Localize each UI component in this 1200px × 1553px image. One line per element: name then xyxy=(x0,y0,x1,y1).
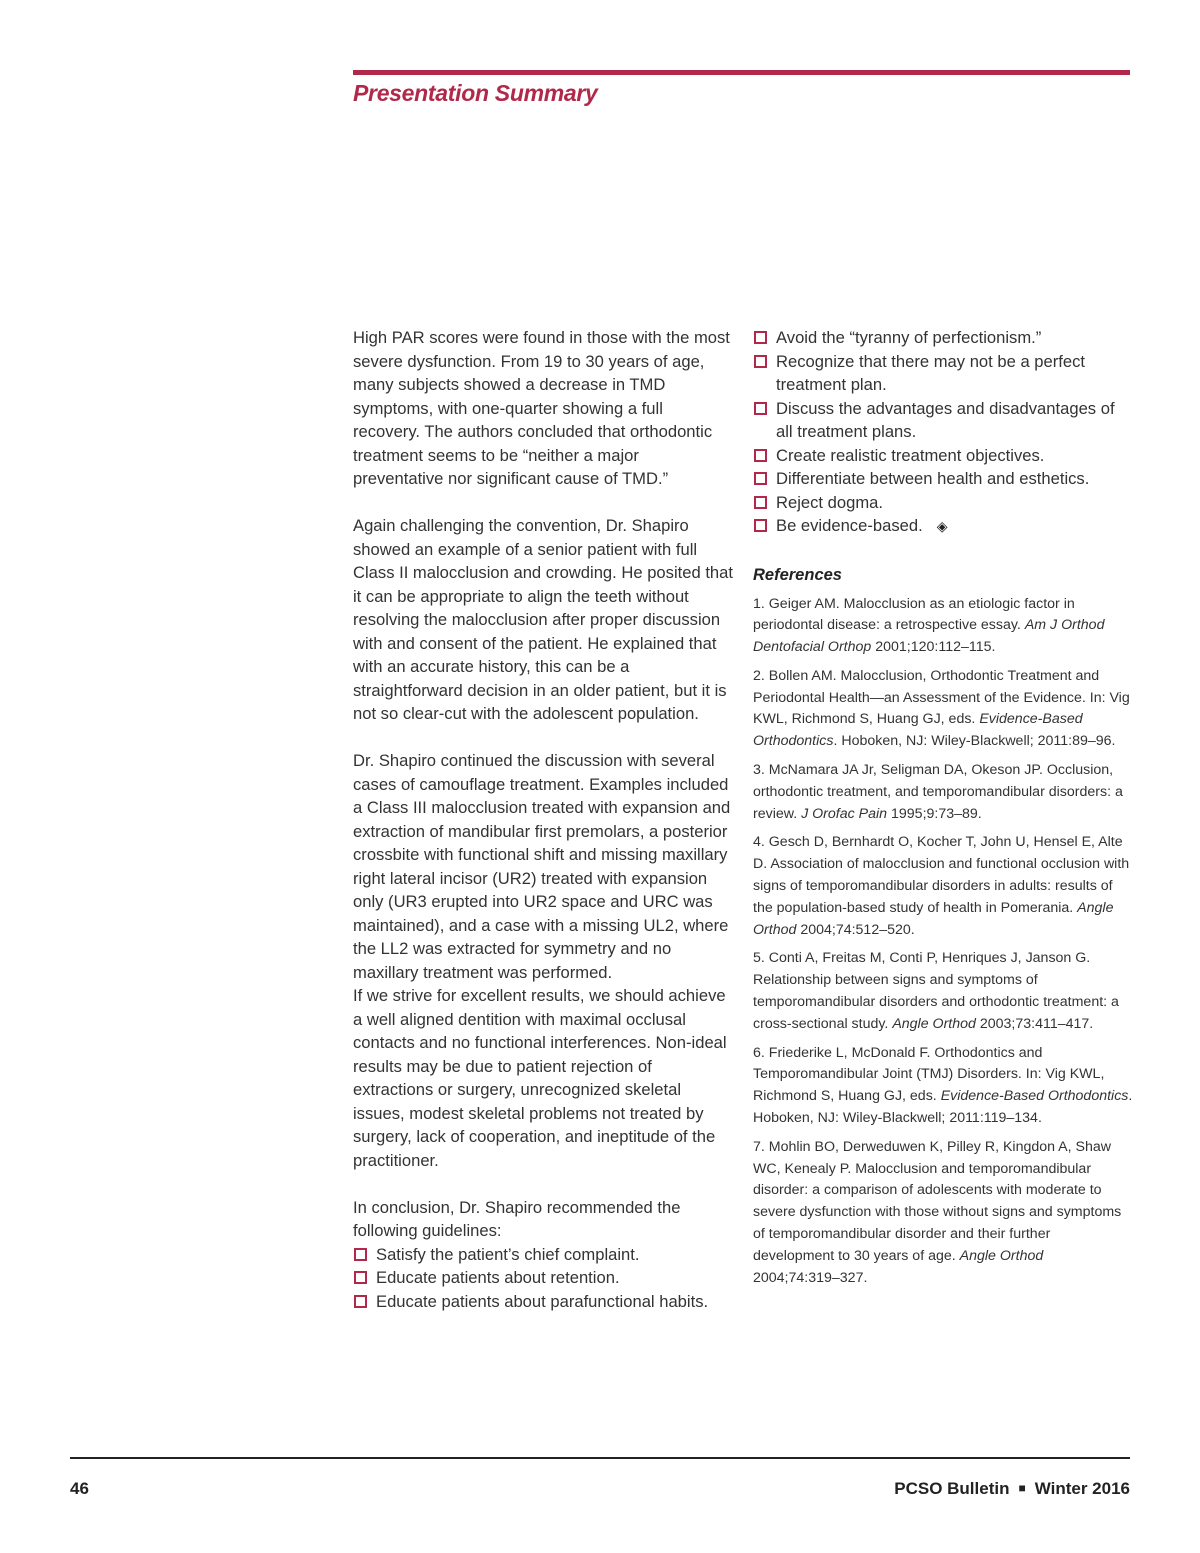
reference-citation: 1995;9:73–89. xyxy=(887,805,982,822)
publication-name: PCSO Bulletin xyxy=(894,1479,1010,1498)
guideline-text: Recognize that there may not be a perfect treatment plan. xyxy=(776,351,1086,394)
guideline-text: Avoid the “tyranny of perfectionism.” xyxy=(776,328,1042,347)
guideline-item xyxy=(753,491,1133,515)
reference-text: 5. Conti A, Freitas M, Conti P, Henriques J, Janson G. Relationship between signs and symptoms of temporomandibular disorders and orthodontic treatment: a cross-sectional study. xyxy=(753,950,1119,1032)
guideline-text: Reject dogma. xyxy=(776,492,883,512)
reference-journal: Am J Orthod Dentofacial Orthop xyxy=(753,617,1105,656)
reference-journal: Angle Orthod xyxy=(892,1015,976,1032)
reference-citation: . Hoboken, NJ: Wiley-Blackwell; 2011:119–134. xyxy=(753,1088,1133,1127)
guidelines-list-right xyxy=(753,326,1133,539)
reference-text: 3. McNamara JA Jr, Seligman DA, Okeson JP. Occlusion, orthodontic treatment, and temporomandibular disorders: a review. xyxy=(753,762,1123,822)
reference-item xyxy=(753,1043,1133,1130)
issue-date: Winter 2016 xyxy=(1034,1479,1130,1498)
body-paragraph-5: In conclusion, Dr. Shapiro recommended the following guidelines: xyxy=(353,1197,681,1240)
guideline-text: Differentiate between health and esthetics. xyxy=(776,469,1090,488)
reference-text: 1. Geiger AM. Malocclusion as an etiologic factor in periodontal disease: a retrospective essay. xyxy=(753,595,1075,634)
end-of-article-icon: ◈ xyxy=(936,518,948,534)
guideline-text: Educate patients about parafunctional habits. xyxy=(376,1291,709,1311)
body-paragraph-1: High PAR scores were found in those with the most severe dysfunction. From 19 to 30 years of age, many subjects showed a decrease in TMD symptoms, with one-quarter showing a full recovery. The authors concluded that orthodontic treatment seems to be “neither a major preventative nor significant cause of TMD.” xyxy=(353,328,730,488)
checkbox-square-icon xyxy=(754,331,767,344)
checkbox-square-icon xyxy=(754,355,767,368)
reference-text: 6. Friederike L, McDonald F. Orthodontics and Temporomandibular Joint (TMJ) Disorders. In: Vig KWL, Richmond S, Huang GJ, eds. xyxy=(753,1044,1105,1105)
header-rule xyxy=(353,70,1130,75)
guideline-item xyxy=(353,1243,733,1267)
guideline-text: Discuss the advantages and disadvantages of all treatment plans. xyxy=(776,398,1115,441)
checkbox-square-icon xyxy=(754,402,767,415)
reference-text: 2. Bollen AM. Malocclusion, Orthodontic Treatment and Periodontal Health—an Assessment of the Evidence. In: Vig KWL, Richmond S, Huang GJ, eds. xyxy=(753,667,1130,728)
footer-rule xyxy=(70,1457,1130,1459)
guideline-text: Be evidence-based. xyxy=(776,516,923,535)
checkbox-square-icon xyxy=(354,1271,367,1284)
reference-item xyxy=(753,832,1133,941)
guideline-item xyxy=(753,514,1133,539)
checkbox-square-icon xyxy=(754,449,767,462)
reference-journal: J Orofac Pain xyxy=(801,805,888,822)
reference-item xyxy=(753,948,1133,1035)
reference-item xyxy=(753,760,1133,825)
reference-citation: 2004;74:319–327. xyxy=(753,1269,868,1286)
guidelines-list-left xyxy=(353,1243,733,1314)
body-paragraph-2: Again challenging the convention, Dr. Shapiro showed an example of a senior patient with full Class II malocclusion and crowding. He posited that it can be appropriate to align the teeth without resolving the malocclusion after proper discussion with and consent of the patient. He explained that with an accurate history, this can be a straightforward decision in an older patient, but it is not so clear-cut with the adolescent population. xyxy=(353,516,734,723)
guideline-item xyxy=(753,326,1133,350)
checkbox-square-icon xyxy=(754,519,767,532)
body-paragraph-4: If we strive for excellent results, we should achieve a well aligned dentition with maximal occlusal contacts and no functional interferences. Non-ideal results may be due to patient rejection of extractions or surgery, unrecognized skeletal issues, modest skeletal problems not treated by surgery, lack of cooperation, and ineptitude of the practitioner. xyxy=(353,986,727,1170)
body-paragraph-3: Dr. Shapiro continued the discussion with several cases of camouflage treatment. Examples included a Class III malocclusion treated with expansion and extraction of mandibular first premolars, a posterior crossbite with functional shift and missing maxillary right lateral incisor (UR2) treated with expansion only (UR3 erupted into UR2 space and URC was maintained), and a case with a missing UL2, where the LL2 was extracted for symmetry and no maxillary treatment was performed. xyxy=(353,751,731,982)
checkbox-square-icon xyxy=(354,1295,367,1308)
reference-citation: . Hoboken, NJ: Wiley-Blackwell; 2011:89–96. xyxy=(833,733,1116,750)
guideline-item xyxy=(353,1290,733,1314)
reference-journal: Angle Orthod xyxy=(959,1247,1044,1264)
reference-item xyxy=(753,594,1133,659)
reference-citation: 2003;73:411–417. xyxy=(975,1015,1094,1032)
references-heading: References xyxy=(753,565,842,584)
guideline-item xyxy=(753,397,1133,444)
guideline-item xyxy=(753,467,1133,491)
guideline-item xyxy=(753,444,1133,468)
reference-citation: 2001;120:112–115. xyxy=(871,639,996,656)
checkbox-square-icon xyxy=(754,472,767,485)
guideline-item xyxy=(753,350,1133,397)
guideline-text: Satisfy the patient’s chief complaint. xyxy=(376,1244,640,1264)
page-number: 46 xyxy=(70,1479,89,1498)
reference-text: 4. Gesch D, Bernhardt O, Kocher T, John U, Hensel E, Alte D. Association of malocclusion and functional occlusion with signs of temporomandibular disorders in adults: results of the population-based study of health in Pomerania. xyxy=(753,834,1130,916)
left-column xyxy=(353,326,733,1313)
checkbox-square-icon xyxy=(354,1248,367,1261)
reference-text: 7. Mohlin BO, Derweduwen K, Pilley R, Kingdon A, Shaw WC, Kenealy P. Malocclusion and temporomandibular disorder: a comparison of adolescents with moderate to severe dysfunction with those without signs and symptoms of temporomandibular disorder and their further development to 30 years of age. xyxy=(753,1138,1122,1264)
guideline-text: Create realistic treatment objectives. xyxy=(776,445,1045,465)
reference-citation: 2004;74:512–520. xyxy=(796,921,915,938)
reference-journal: Evidence-Based Orthodontics xyxy=(753,711,1083,750)
reference-journal: Angle Orthod xyxy=(753,899,1114,938)
separator-square-icon: ■ xyxy=(1018,1481,1026,1495)
reference-item xyxy=(753,1137,1133,1290)
reference-item xyxy=(753,666,1133,753)
checkbox-square-icon xyxy=(754,496,767,509)
guideline-item xyxy=(353,1266,733,1290)
section-title: Presentation Summary xyxy=(353,80,598,106)
guideline-text: Educate patients about retention. xyxy=(376,1268,620,1287)
reference-journal: Evidence-Based Orthodontics xyxy=(940,1088,1129,1105)
running-footer xyxy=(894,1479,1130,1499)
right-column xyxy=(753,326,1133,1296)
references-list xyxy=(753,594,1133,1290)
